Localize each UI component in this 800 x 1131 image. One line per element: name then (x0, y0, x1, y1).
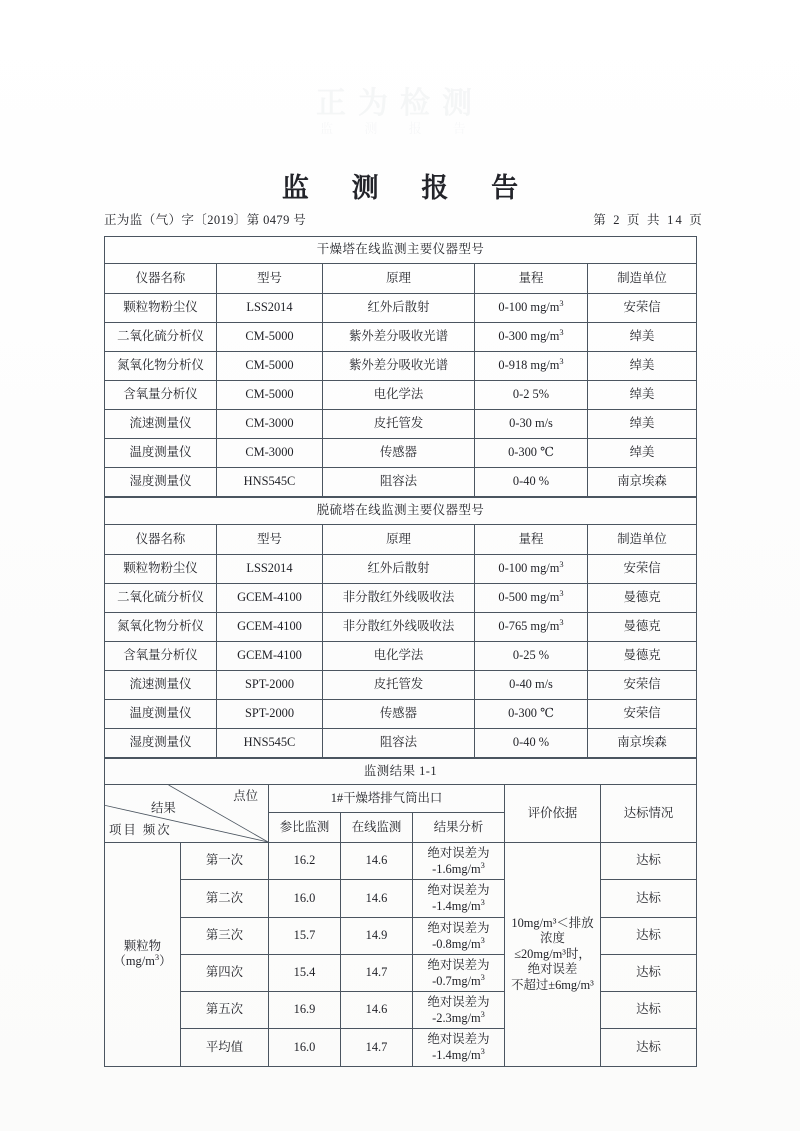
cell-reference: 15.4 (269, 954, 341, 991)
cell-principle: 皮托管发 (323, 410, 475, 439)
cell-principle: 红外后散射 (323, 555, 475, 584)
cell-online: 14.6 (341, 880, 413, 917)
cell-online: 14.6 (341, 843, 413, 880)
cell-principle: 电化学法 (323, 381, 475, 410)
cell-analysis: 绝对误差为 $-1.6mg/m^3$ (413, 843, 505, 880)
cell-principle: 非分散红外线吸收法 (323, 613, 475, 642)
cell-maker: 绰美 (588, 439, 697, 468)
cell-compliance: 达标 (601, 843, 697, 880)
cell-principle: 紫外差分吸收光谱 (323, 323, 475, 352)
cell-maker: 绰美 (588, 323, 697, 352)
table-row (105, 642, 697, 671)
cell-name: 湿度测量仪 (105, 729, 217, 758)
cell-model: CM-3000 (217, 439, 323, 468)
cell-reference: 16.0 (269, 880, 341, 917)
cell-name: 温度测量仪 (105, 439, 217, 468)
cell-range: 0-300 ℃ (475, 700, 588, 729)
cell-model: CM-3000 (217, 410, 323, 439)
cell-name: 二氧化硫分析仪 (105, 323, 217, 352)
cell-frequency: 平均值 (181, 1029, 269, 1066)
table2-col-name: 仪器名称 (105, 525, 217, 555)
cell-name: 颗粒物粉尘仪 (105, 555, 217, 584)
cell-principle: 传感器 (323, 439, 475, 468)
cell-model: SPT-2000 (217, 700, 323, 729)
cell-name: 流速测量仪 (105, 410, 217, 439)
cell-model: GCEM-4100 (217, 584, 323, 613)
cell-model: GCEM-4100 (217, 613, 323, 642)
cell-analysis: 绝对误差为 $-2.3mg/m^3$ (413, 992, 505, 1029)
watermark-subtext: 监 测 报 告 (320, 121, 480, 136)
cell-model: LSS2014 (217, 294, 323, 323)
cell-range: 0-100 $mg/m^3$ (475, 555, 588, 584)
table1-caption: 干燥塔在线监测主要仪器型号 (105, 237, 697, 264)
cell-maker: 绰美 (588, 381, 697, 410)
table2-col-maker: 制造单位 (588, 525, 697, 555)
cell-model: HNS545C (217, 729, 323, 758)
table2-col-principle: 原理 (323, 525, 475, 555)
table-row (105, 468, 697, 497)
results-criteria-header: 评价依据 (505, 785, 601, 843)
table-row (105, 555, 697, 584)
cell-name: 流速测量仪 (105, 671, 217, 700)
table-row (105, 954, 697, 991)
cell-name: 含氧量分析仪 (105, 642, 217, 671)
cell-frequency: 第二次 (181, 880, 269, 917)
cell-name: 颗粒物粉尘仪 (105, 294, 217, 323)
table-row (105, 613, 697, 642)
corner-label-result: 结果 (151, 801, 176, 815)
page-number: 第 2 页 共 14 页 (593, 213, 704, 227)
instrument-table-desulfurization-tower (104, 497, 697, 758)
cell-analysis: 绝对误差为 $-1.4mg/m^3$ (413, 1029, 505, 1066)
cell-principle: 红外后散射 (323, 294, 475, 323)
table-row (105, 917, 697, 954)
cell-frequency: 第五次 (181, 992, 269, 1029)
cell-frequency: 第四次 (181, 954, 269, 991)
cell-compliance: 达标 (601, 992, 697, 1029)
cell-maker: 绰美 (588, 352, 697, 381)
table-row (105, 381, 697, 410)
cell-maker: 曼德克 (588, 584, 697, 613)
cell-range: 0-765 $mg/m^3$ (475, 613, 588, 642)
results-subcol-online: 在线监测 (341, 813, 413, 843)
table-row (105, 439, 697, 468)
cell-range: 0-918 $mg/m^3$ (475, 352, 588, 381)
table2-col-model: 型号 (217, 525, 323, 555)
cell-principle: 阻容法 (323, 468, 475, 497)
cell-analysis: 绝对误差为 $-1.4mg/m^3$ (413, 880, 505, 917)
report-number: 正为监（气）字〔2019〕第 0479 号 (104, 213, 307, 227)
cell-name: 氮氧化物分析仪 (105, 352, 217, 381)
table-row (105, 992, 697, 1029)
cell-model: CM-5000 (217, 323, 323, 352)
cell-principle: 紫外差分吸收光谱 (323, 352, 475, 381)
cell-model: SPT-2000 (217, 671, 323, 700)
results-compliance-header: 达标情况 (601, 785, 697, 843)
cell-principle: 皮托管发 (323, 671, 475, 700)
cell-online: 14.7 (341, 954, 413, 991)
table-row (105, 410, 697, 439)
cell-model: CM-5000 (217, 352, 323, 381)
table1-col-range: 量程 (475, 264, 588, 294)
cell-maker: 安荣信 (588, 671, 697, 700)
page-title: 监 测 报 告 (281, 173, 537, 203)
cell-online: 14.9 (341, 917, 413, 954)
cell-frequency: 第三次 (181, 917, 269, 954)
cell-compliance: 达标 (601, 917, 697, 954)
cell-compliance: 达标 (601, 954, 697, 991)
table-row (105, 352, 697, 381)
table-row (105, 1029, 697, 1066)
cell-analysis: 绝对误差为 $-0.7mg/m^3$ (413, 954, 505, 991)
cell-range: 0-100 $mg/m^3$ (475, 294, 588, 323)
table-row (105, 294, 697, 323)
cell-range: 0-40 % (475, 468, 588, 497)
cell-name: 温度测量仪 (105, 700, 217, 729)
cell-range: 0-2 5% (475, 381, 588, 410)
cell-principle: 阻容法 (323, 729, 475, 758)
table-row (105, 729, 697, 758)
cell-maker: 南京埃森 (588, 729, 697, 758)
table-row (105, 671, 697, 700)
corner-label-point: 点位 (233, 789, 258, 803)
cell-principle: 传感器 (323, 700, 475, 729)
results-site-header: 1#干燥塔排气筒出口 (269, 785, 505, 813)
cell-maker: 南京埃森 (588, 468, 697, 497)
cell-model: GCEM-4100 (217, 642, 323, 671)
cell-online: 14.6 (341, 992, 413, 1029)
table1-col-name: 仪器名称 (105, 264, 217, 294)
cell-compliance: 达标 (601, 1029, 697, 1066)
report-meta (104, 210, 704, 228)
table-row (105, 584, 697, 613)
cell-model: LSS2014 (217, 555, 323, 584)
cell-reference: 15.7 (269, 917, 341, 954)
results-corner-header (105, 785, 269, 843)
cell-name: 含氧量分析仪 (105, 381, 217, 410)
cell-range: 0-500 $mg/m^3$ (475, 584, 588, 613)
results-caption: 监测结果 1-1 (105, 759, 697, 785)
cell-range: 0-40 % (475, 729, 588, 758)
cell-model: CM-5000 (217, 381, 323, 410)
cell-range: 0-30 m/s (475, 410, 588, 439)
cell-online: 14.7 (341, 1029, 413, 1066)
table2-col-range: 量程 (475, 525, 588, 555)
cell-range: 0-40 m/s (475, 671, 588, 700)
table-row (105, 843, 697, 880)
cell-reference: 16.2 (269, 843, 341, 880)
cell-principle: 非分散红外线吸收法 (323, 584, 475, 613)
table1-col-model: 型号 (217, 264, 323, 294)
cell-reference: 16.0 (269, 1029, 341, 1066)
cell-reference: 16.9 (269, 992, 341, 1029)
cell-maker: 安荣信 (588, 555, 697, 584)
cell-name: 二氧化硫分析仪 (105, 584, 217, 613)
cell-range: 0-25 % (475, 642, 588, 671)
results-criteria-cell: 10mg/m³＜排放 浓度 ≤20mg/m³时， 绝对误差 不超过±6mg/m³ (505, 843, 601, 1067)
cell-frequency: 第一次 (181, 843, 269, 880)
cell-maker: 曼德克 (588, 613, 697, 642)
results-parameter-label: 颗粒物 $(mg/m^3)$ (105, 843, 181, 1067)
results-subcol-reference: 参比监测 (269, 813, 341, 843)
table2-caption: 脱硫塔在线监测主要仪器型号 (105, 498, 697, 525)
cell-maker: 安荣信 (588, 294, 697, 323)
table-row (105, 880, 697, 917)
instrument-table-drying-tower (104, 236, 697, 497)
cell-analysis: 绝对误差为 $-0.8mg/m^3$ (413, 917, 505, 954)
cell-model: HNS545C (217, 468, 323, 497)
cell-range: 0-300 $mg/m^3$ (475, 323, 588, 352)
results-subcol-analysis: 结果分析 (413, 813, 505, 843)
table-row (105, 700, 697, 729)
cell-name: 氮氧化物分析仪 (105, 613, 217, 642)
corner-label-item-freq: 项目 频次 (109, 822, 172, 837)
cell-range: 0-300 ℃ (475, 439, 588, 468)
tables-container (104, 236, 696, 1067)
cell-principle: 电化学法 (323, 642, 475, 671)
cell-compliance: 达标 (601, 880, 697, 917)
cell-maker: 曼德克 (588, 642, 697, 671)
cell-maker: 安荣信 (588, 700, 697, 729)
table-row (105, 323, 697, 352)
cell-name: 湿度测量仪 (105, 468, 217, 497)
table1-col-principle: 原理 (323, 264, 475, 294)
table1-col-maker: 制造单位 (588, 264, 697, 294)
watermark-text: 正为检测 (316, 87, 484, 120)
cell-maker: 绰美 (588, 410, 697, 439)
monitoring-results-table (104, 758, 697, 1067)
